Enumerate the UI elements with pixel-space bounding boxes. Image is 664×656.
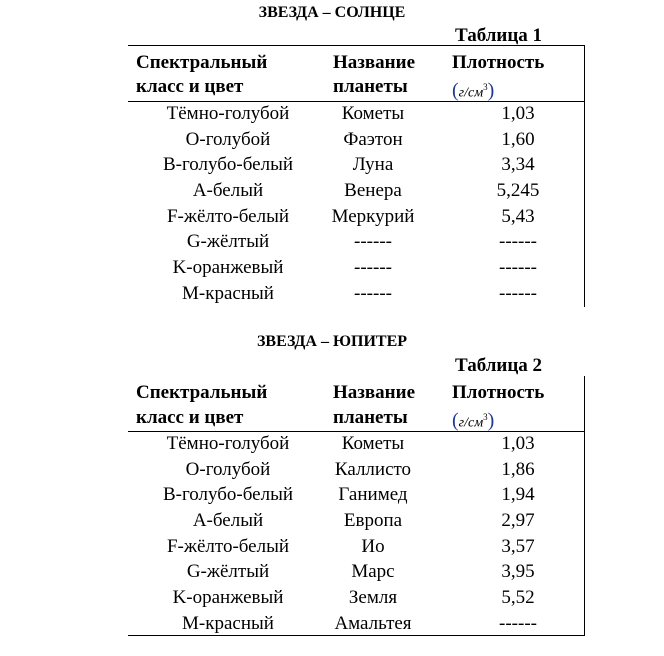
table-row	[128, 585, 585, 611]
table-row	[128, 204, 585, 230]
planet-cell: Ганимед	[338, 484, 408, 506]
table-2-body	[128, 431, 585, 637]
spectral-cell: G-жёлтый	[186, 561, 270, 583]
table-1-body	[128, 101, 585, 307]
planet-cell: Венера	[344, 180, 402, 202]
density-cell: 1,60	[501, 128, 535, 150]
table-row	[128, 534, 585, 560]
table-1-title: ЗВЕЗДА – СОЛНЦЕ	[258, 4, 406, 21]
spectral-cell: O-голубой	[185, 458, 271, 480]
spectral-cell: B-голубо-белый	[162, 154, 294, 176]
table-1	[128, 45, 585, 307]
table-1-header-planet-line1: Название	[333, 52, 416, 73]
density-cell: 1,03	[501, 103, 535, 124]
planet-cell: Земля	[348, 587, 398, 609]
density-cell: 2,97	[501, 510, 535, 532]
table-row	[128, 255, 585, 281]
spectral-cell: A-белый	[192, 510, 264, 532]
density-cell: ------	[499, 257, 537, 279]
planet-cell: Марс	[351, 561, 395, 583]
spectral-cell: G-жёлтый	[186, 231, 270, 253]
density-cell: 3,34	[501, 154, 535, 176]
density-cell: ------	[499, 612, 537, 634]
density-cell: 1,86	[501, 458, 535, 480]
unit-exponent: 3	[483, 82, 488, 92]
unit-text: г/см	[458, 85, 484, 101]
table-2-title: ЗВЕЗДА – ЮПИТЕР	[256, 333, 408, 350]
table-2-bottom-rule	[128, 635, 585, 636]
density-cell: 1,03	[501, 433, 535, 454]
spectral-cell: B-голубо-белый	[162, 484, 294, 506]
planet-cell: ------	[354, 257, 392, 279]
planet-cell: Луна	[352, 154, 394, 176]
spectral-cell: K-оранжевый	[172, 587, 284, 609]
density-cell: 3,95	[501, 561, 535, 583]
table-2-header-planet-line1: Название	[333, 382, 416, 403]
unit-text: г/см	[458, 415, 484, 431]
planet-cell: Меркурий	[331, 205, 415, 227]
unit-open-paren: (	[452, 409, 459, 432]
table-row	[128, 152, 585, 178]
table-1-label: Таблица 1	[455, 25, 543, 46]
table-row	[128, 229, 585, 255]
table-row	[128, 101, 585, 127]
table-2-header-spectral-line2: класс и цвет	[136, 407, 244, 428]
density-cell: 5,245	[496, 180, 540, 202]
table-1-header-spectral-line2: класс и цвет	[136, 76, 244, 97]
spectral-cell: M-красный	[182, 612, 274, 634]
spectral-cell: F-жёлто-белый	[166, 535, 290, 557]
planet-cell: Кометы	[341, 433, 405, 454]
table-2-label: Таблица 2	[455, 355, 543, 376]
spectral-cell: A-белый	[192, 180, 264, 202]
unit-close-paren: )	[487, 79, 495, 102]
table-1-header-planet-line2: планеты	[333, 76, 408, 97]
table-2-header-spectral-line1: Спектральный	[136, 382, 268, 403]
unit-exponent: 3	[483, 412, 488, 422]
density-cell: ------	[499, 282, 537, 304]
table-row	[128, 281, 585, 307]
table-1-top-rule	[128, 45, 585, 46]
table-2-header-planet-line2: планеты	[333, 407, 408, 428]
table-row	[128, 611, 585, 637]
table-row	[128, 559, 585, 585]
spectral-cell: Тёмно-голубой	[166, 433, 290, 454]
table-2	[128, 376, 585, 636]
planet-cell: ------	[354, 282, 392, 304]
spectral-cell: M-красный	[182, 282, 274, 304]
spectral-cell: F-жёлто-белый	[166, 205, 290, 227]
table-row	[128, 431, 585, 457]
density-cell: 5,43	[501, 205, 535, 227]
density-cell: 1,94	[501, 484, 535, 506]
table-1-header-spectral-line1: Спектральный	[136, 52, 268, 73]
table-1-header-density: Плотность	[452, 52, 545, 73]
unit-close-paren: )	[487, 409, 495, 432]
planet-cell: Каллисто	[334, 458, 412, 480]
spectral-cell: O-голубой	[185, 128, 271, 150]
planet-cell: Кометы	[341, 103, 405, 124]
table-2-header-density: Плотность	[452, 382, 545, 403]
planet-cell: Европа	[343, 510, 403, 532]
planet-cell: Фаэтон	[343, 128, 403, 150]
density-cell: ------	[499, 231, 537, 253]
spectral-cell: K-оранжевый	[172, 257, 284, 279]
table-row	[128, 127, 585, 153]
table-row	[128, 457, 585, 483]
planet-cell: Ио	[361, 535, 385, 557]
planet-cell: ------	[354, 231, 392, 253]
spectral-cell: Тёмно-голубой	[166, 103, 290, 124]
density-cell: 3,57	[501, 535, 535, 557]
table-row	[128, 508, 585, 534]
table-row	[128, 178, 585, 204]
density-cell: 5,52	[501, 587, 535, 609]
unit-open-paren: (	[452, 79, 459, 102]
table-row	[128, 482, 585, 508]
planet-cell: Амальтея	[334, 612, 412, 634]
